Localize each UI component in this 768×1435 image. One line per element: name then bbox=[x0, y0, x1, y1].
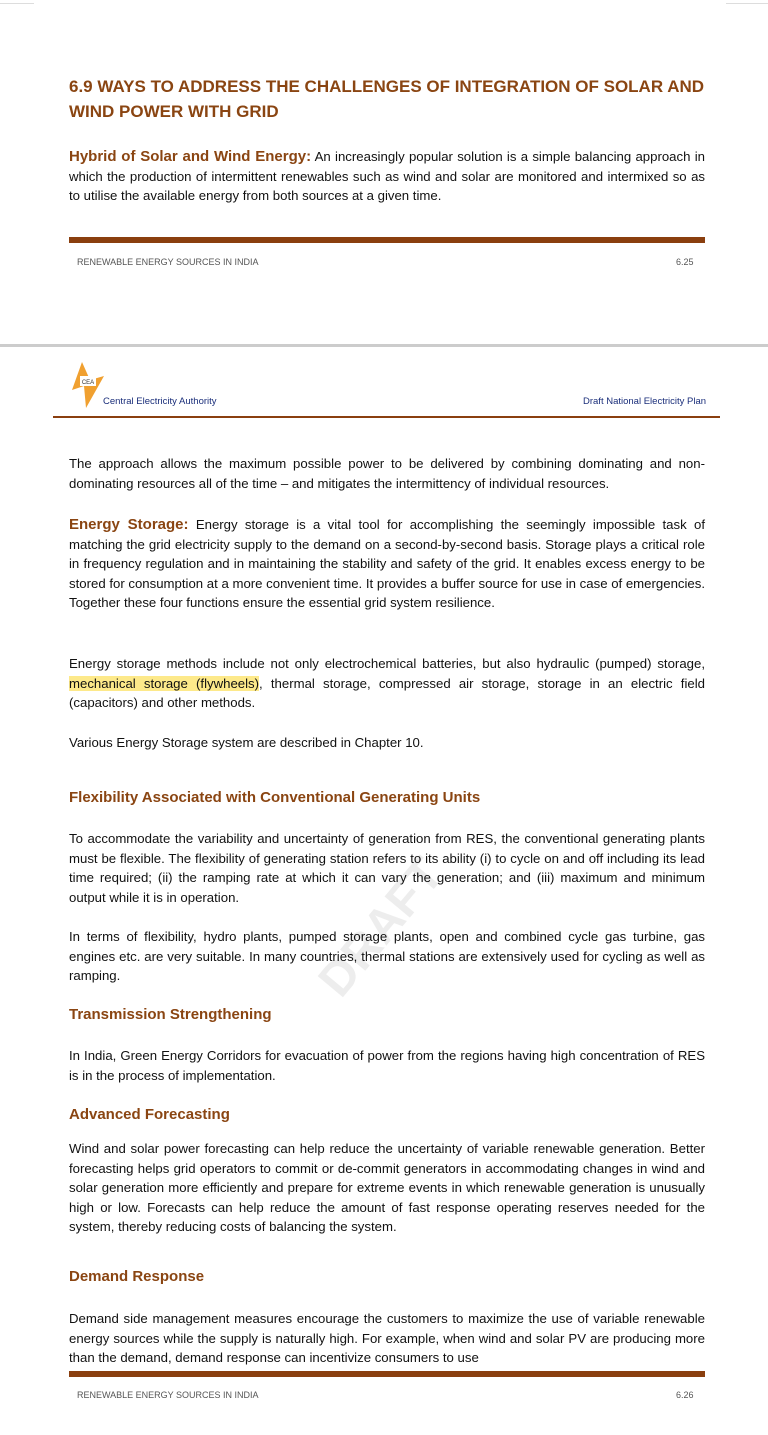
page-edge-line bbox=[726, 3, 768, 4]
page-edge-line bbox=[0, 3, 34, 4]
methods-text: Energy storage methods include not only electrochemical batteries, but also hydraulic (pumped) storage, bbox=[69, 656, 705, 671]
hybrid-text: An increasingly popular solution is a simple balancing approach in which the production of intermittent renewables such as wind and solar are monitored and intermixed so as to utilise the available energy from both sources at a given time. bbox=[69, 149, 705, 204]
flex-paragraph-1: To accommodate the variability and uncertainty of generation from RES, the conventional generating plants must be flexible. The flexibility of generating station refers to its ability (i) to cycle on and off including its lead time required; (ii) the ramping rate at which it can vary the generation; and (iii) maximum and minimum output while it is in operation. bbox=[69, 831, 705, 905]
footer-title: RENEWABLE ENERGY SOURCES IN INDIA bbox=[77, 1390, 259, 1400]
draft-watermark: DRAFT bbox=[308, 848, 454, 1007]
transmission-paragraph: In India, Green Energy Corridors for evacuation of power from the regions having high concentration of RES is in the process of implementation. bbox=[69, 1048, 705, 1083]
footer-rule bbox=[69, 1371, 705, 1377]
methods-text-end: , thermal storage, compressed air storage, storage in an electric field (capacitors) and other methods. bbox=[69, 675, 705, 711]
demand-heading: Demand Response bbox=[69, 1268, 205, 1285]
header-org: Central Electricity Authority bbox=[103, 396, 217, 407]
header-rule bbox=[53, 416, 720, 418]
flex-heading: Flexibility Associated with Conventional Generating Units bbox=[69, 789, 481, 806]
methods-paragraph bbox=[69, 654, 705, 713]
hybrid-paragraph bbox=[69, 147, 705, 206]
flex-paragraph-2: In terms of flexibility, hydro plants, pumped storage plants, open and combined cycle gas turbine, gas engines etc. are very suitable. In many countries, thermal stations are extensively used for cycling as well as ramping. bbox=[69, 929, 705, 984]
svg-text:CEA: CEA bbox=[81, 380, 95, 386]
chapter-paragraph: Various Energy Storage system are described in Chapter 10. bbox=[69, 735, 424, 750]
section-heading: 6.9 WAYS TO ADDRESS THE CHALLENGES OF INTEGRATION OF SOLAR AND WIND POWER WITH GRID bbox=[69, 77, 705, 121]
footer-rule bbox=[69, 237, 705, 243]
page-number: 6.25 bbox=[676, 257, 694, 267]
page-number: 6.26 bbox=[676, 1390, 694, 1400]
hybrid-lead: Hybrid of Solar and Wind Energy: bbox=[69, 148, 312, 165]
highlighted-text: mechanical storage (flywheels) bbox=[69, 675, 260, 691]
header-doc: Draft National Electricity Plan bbox=[583, 396, 707, 407]
forecasting-heading: Advanced Forecasting bbox=[69, 1106, 230, 1123]
demand-paragraph: Demand side management measures encourage the customers to maximize the use of variable renewable energy sources while the supply is naturally high. For example, when wind and solar PV are producing more than the demand, demand response can incentivize consumers to use bbox=[69, 1311, 705, 1366]
transmission-heading: Transmission Strengthening bbox=[69, 1006, 272, 1023]
storage-lead: Energy Storage: bbox=[69, 516, 189, 533]
approach-paragraph: The approach allows the maximum possible power to be delivered by combining dominating and non-dominating resources all of the time – and mitigates the intermittency of individual resources. bbox=[69, 456, 705, 491]
footer-title: RENEWABLE ENERGY SOURCES IN INDIA bbox=[77, 257, 259, 267]
cea-logo bbox=[68, 362, 108, 412]
storage-paragraph bbox=[69, 515, 705, 613]
forecasting-paragraph: Wind and solar power forecasting can help reduce the uncertainty of variable renewable generation. Better forecasting helps grid operators to commit or de-commit generators in accommodating changes in wind and solar generation more efficiently and prepare for extreme events in which renewable generation is unusually high or low. Forecasts can help reduce the amount of fast response operating reserves needed for the system, thereby reducing costs of balancing the system. bbox=[69, 1141, 705, 1235]
page-separator bbox=[0, 344, 768, 347]
storage-text: Energy storage is a vital tool for accomplishing the seemingly impossible task of matching the grid electricity supply to the demand on a second-by-second basis. Storage plays a critical role in frequency regulation and in maintaining the stability and safety of the grid. It enables excess energy to be stored for consumption at a more convenient time. It provides a buffer source for use in case of emergencies. Together these four functions ensure the essential grid system resilience. bbox=[69, 517, 706, 611]
